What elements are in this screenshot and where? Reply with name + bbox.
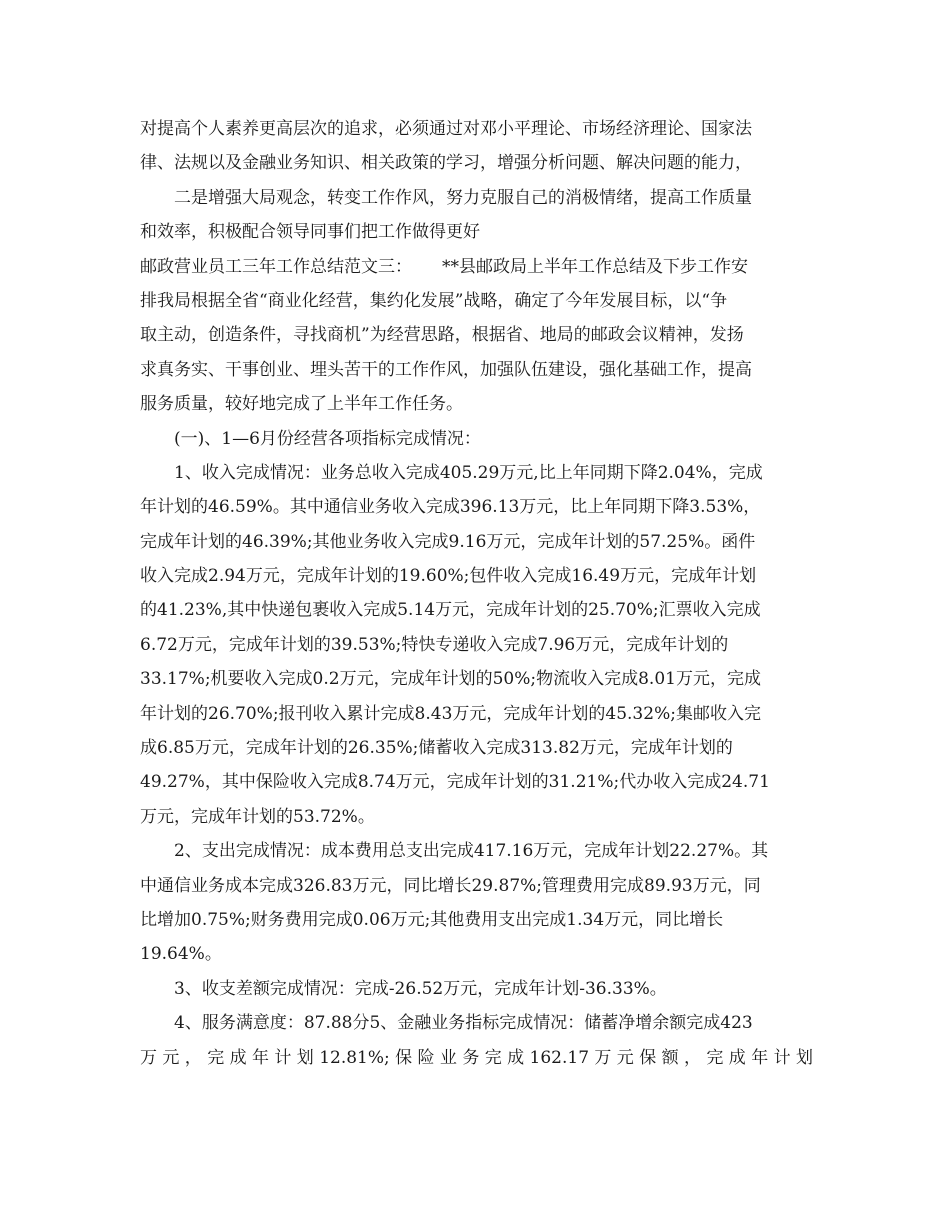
section-title-line bbox=[140, 250, 813, 284]
paragraph-start-line: 二是增强大局观念，转变工作作风，努力克服自己的消极情绪，提高工作质量 bbox=[174, 187, 752, 208]
paragraph-start-line: 3、收支差额完成情况：完成-26.52万元，完成年计划-36.33%。 bbox=[174, 978, 667, 999]
subheading-line: (一)、1—6月份经营各项指标完成情况： bbox=[174, 428, 481, 449]
text-line: 和效率，积极配合领导同事们把工作做得更好 bbox=[140, 222, 480, 243]
text-line: 中通信业务成本完成326.83万元，同比增长29.87%;管理费用完成89.93万元，同 bbox=[140, 875, 761, 896]
text-line: 6.72万元，完成年计划的39.53%;特快专递收入完成7.96万元，完成年计划的 bbox=[140, 634, 729, 655]
text-line: 排我局根据全省“商业化经营，集约化发展”战略，确定了今年发展目标，以“争 bbox=[140, 290, 728, 311]
section-title: 邮政营业员工三年工作总结范文三： bbox=[140, 256, 412, 277]
paragraph-start-line: 4、服务满意度：87.88分5、金融业务指标完成情况：储蓄净增余额完成423 bbox=[174, 1013, 753, 1034]
text-line: 求真务实、干事创业、埋头苦干的工作作风，加强队伍建设，强化基础工作，提高 bbox=[140, 359, 752, 380]
text-line: 比增加0.75%;财务费用完成0.06万元;其他费用支出完成1.34万元，同比增长 bbox=[140, 909, 724, 930]
text-line: 对提高个人素养更高层次的追求，必须通过对邓小平理论、市场经济理论、国家法 bbox=[140, 119, 752, 139]
text-line: 年计划的46.59%。其中通信业务收入完成396.13万元，比上年同期下降3.53%， bbox=[140, 497, 761, 518]
text-line: 律、法规以及金融业务知识、相关政策的学习，增强分析问题、解决问题的能力， bbox=[140, 153, 752, 174]
text-line: 33.17%;机要收入完成0.2万元，完成年计划的50%;物流收入完成8.01万元，完成 bbox=[140, 669, 761, 690]
text-line: 成6.85万元，完成年计划的26.35%;储蓄收入完成313.82万元，完成年计划的 bbox=[140, 738, 733, 759]
text-line: 的41.23%,其中快递包裹收入完成5.14万元，完成年计划的25.70%;汇票收入完成 bbox=[140, 600, 761, 621]
text-line: 取主动，创造条件，寻找商机”为经营思路，根据省、地局的邮政会议精神，发扬 bbox=[140, 325, 744, 346]
report-title: **县邮政局上半年工作总结及下步工作安 bbox=[442, 256, 748, 277]
text-line: 万元，完成年计划12.81%;保险业务完成162.17万元保额，完成年计划 bbox=[140, 1047, 813, 1068]
text-line: 49.27%，其中保险收入完成8.74万元，完成年计划的31.21%;代办收入完成24.71 bbox=[140, 772, 770, 793]
text-line: 收入完成2.94万元，完成年计划的19.60%;包件收入完成16.49万元，完成年计划 bbox=[140, 566, 757, 587]
paragraph-start-line: 2、支出完成情况：成本费用总支出完成417.16万元，完成年计划22.27%。其 bbox=[174, 841, 769, 862]
text-line: 19.64%。 bbox=[140, 944, 222, 965]
text-line: 年计划的26.70%;报刊收入累计完成8.43万元，完成年计划的45.32%;集邮收入完 bbox=[140, 703, 761, 724]
text-line: 万元，完成年计划的53.72%。 bbox=[140, 806, 375, 827]
text-line: 服务质量，较好地完成了上半年工作任务。 bbox=[140, 394, 463, 415]
document-body bbox=[140, 112, 813, 1075]
paragraph-start-line: 1、收入完成情况：业务总收入完成405.29万元,比上年同期下降2.04%，完成 bbox=[174, 462, 763, 483]
text-line: 完成年计划的46.39%;其他业务收入完成9.16万元，完成年计划的57.25%。函件 bbox=[140, 531, 756, 552]
